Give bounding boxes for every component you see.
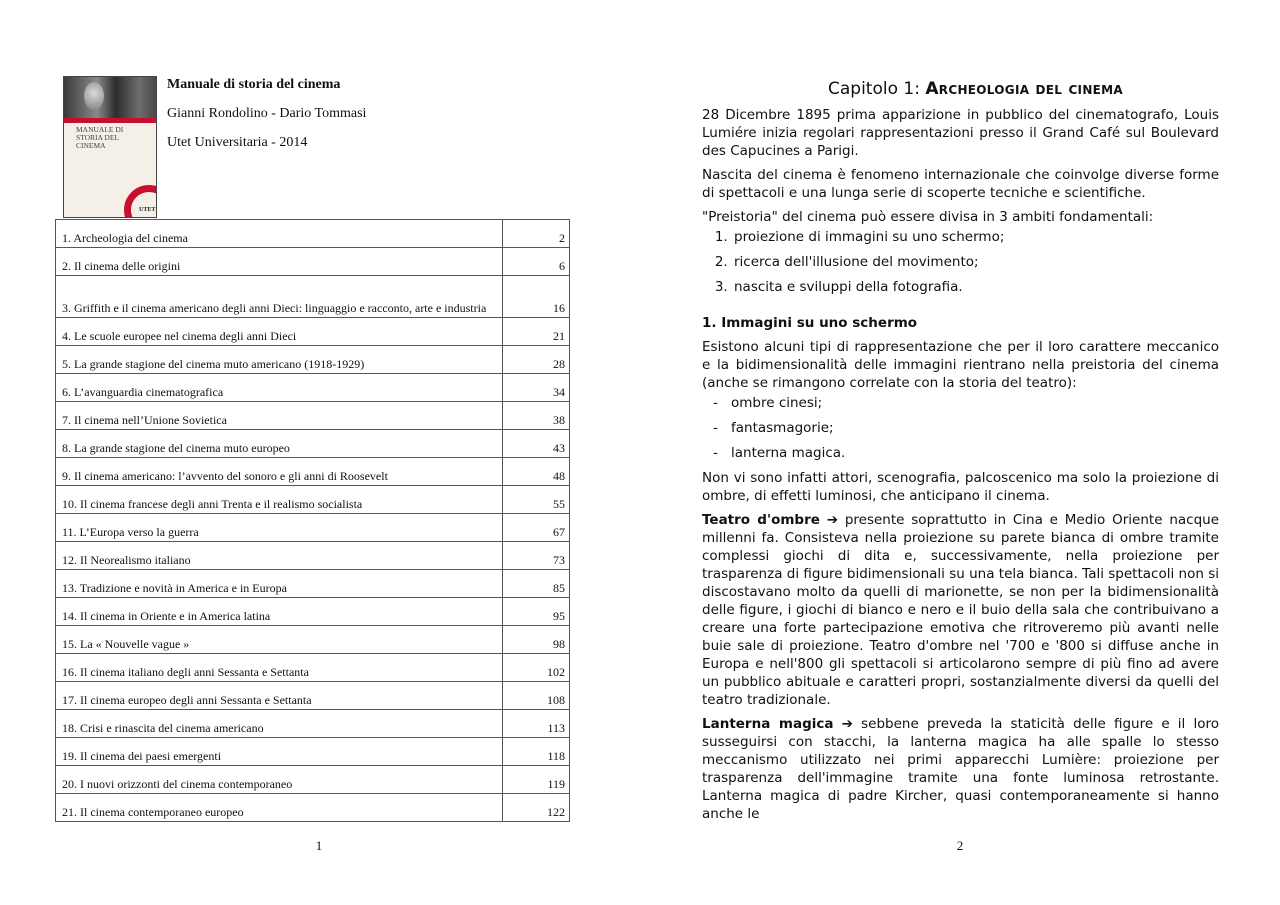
toc-chapter-text: 20. I nuovi orizzonti del cinema contemporaneo [62, 777, 293, 791]
right-page [640, 0, 1280, 905]
chapter-title [702, 78, 1219, 100]
toc-page-number: 102 [503, 654, 570, 682]
toc-chapter-title [56, 276, 503, 318]
toc-chapter-text: 18. Crisi e rinascita del cinema americano [62, 721, 264, 735]
toc-chapter-text: 6. L’avanguardia cinematografica [62, 385, 224, 399]
toc-row [56, 598, 570, 626]
toc-chapter-title [56, 710, 503, 738]
toc-chapter-text: 4. Le scuole europee nel cinema degli anni Dieci [62, 329, 297, 343]
forme-list [702, 394, 1219, 462]
toc-page-number: 119 [503, 766, 570, 794]
book-info [167, 76, 366, 163]
list-item: 1. proiezione di immagini su uno schermo; [732, 228, 1219, 246]
list-item-text: ombre cinesi; [731, 395, 823, 411]
cover-face [84, 82, 104, 110]
toc-row [56, 626, 570, 654]
toc-chapter-text: 10. Il cinema francese degli anni Trenta e il realismo socialista [62, 497, 363, 511]
paragraph-attori: Non vi sono infatti attori, scenografia, palcoscenico ma solo la proiezione di ombre, di effetti luminosi, che anticipano il cinema. [702, 470, 1219, 504]
toc-chapter-title [56, 542, 503, 570]
cover-title: MANUALE DI STORIA DEL CINEMA [76, 125, 124, 150]
list-item-text: lanterna magica. [731, 445, 846, 461]
toc-chapter-title [56, 738, 503, 766]
toc-row [56, 486, 570, 514]
toc-chapter-text: 17. Il cinema europeo degli anni Sessanta e Settanta [62, 693, 312, 707]
toc-chapter-title [56, 514, 503, 542]
book-publisher: Utet Universitaria - 2014 [167, 135, 308, 150]
ambiti-list [702, 228, 1219, 296]
toc-page-number: 118 [503, 738, 570, 766]
toc-chapter-title [56, 318, 503, 346]
paragraph-nascita: Nascita del cinema è fenomeno internazionale che coinvolge diverse forme di spettacoli e una lunga serie di scoperte tecniche e scientifiche. [702, 167, 1219, 201]
toc-chapter-title [56, 654, 503, 682]
toc-chapter-title [56, 794, 503, 822]
toc-chapter-text: 11. L’Europa verso la guerra [62, 525, 199, 539]
paragraph-lanterna-magica [702, 715, 1219, 823]
book-title: Manuale di storia del cinema [167, 77, 341, 92]
cover-logo: UTET [139, 207, 156, 213]
toc-chapter-text: 15. La « Nouvelle vague » [62, 637, 190, 651]
paragraph-preistoria: "Preistoria" del cinema può essere divisa in 3 ambiti fondamentali: [702, 209, 1154, 225]
toc-row [56, 766, 570, 794]
chapter-name: Archeologia del cinema [925, 79, 1123, 99]
page-number-right: 2 [956, 838, 964, 853]
toc-chapter-text: 9. Il cinema americano: l’avvento del sonoro e gli anni di Roosevelt [62, 469, 388, 483]
toc-chapter-text: 21. Il cinema contemporaneo europeo [62, 805, 244, 819]
toc-chapter-title [56, 248, 503, 276]
toc-page-number: 16 [503, 276, 570, 318]
toc-chapter-title [56, 458, 503, 486]
toc-row [56, 458, 570, 486]
toc-row [56, 220, 570, 248]
list-item: 3. nascita e sviluppi della fotografia. [732, 278, 1219, 296]
toc-chapter-text: 19. Il cinema dei paesi emergenti [62, 749, 222, 763]
paragraph-lumiere: 28 Dicembre 1895 prima apparizione in pubblico del cinematografo, Louis Lumiére inizia regolari rappresentazioni presso il Grand Café sul Boulevard des Capucines a Parigi. [702, 107, 1219, 159]
paragraph-rappresentazione: Esistono alcuni tipi di rappresentazione che per il loro carattere meccanico e la bidimensionalità delle immagini rientrano nella preistoria del cinema (anche se rimangono correlate con la storia del teatro): [702, 339, 1219, 391]
section-heading: 1. Immagini su uno schermo [702, 315, 918, 331]
arrow-icon: ➔ [841, 716, 853, 732]
toc-chapter-title [56, 766, 503, 794]
toc-chapter-text: 12. Il Neorealismo italiano [62, 553, 191, 567]
chapter-prefix: Capitolo 1: [827, 79, 920, 99]
toc-page-number: 43 [503, 430, 570, 458]
toc-row [56, 542, 570, 570]
cover-photo [64, 77, 157, 118]
toc-chapter-text: 1. Archeologia del cinema [62, 231, 188, 245]
term-teatro-ombre: Teatro d'ombre [702, 512, 820, 528]
toc-page-number: 55 [503, 486, 570, 514]
toc-chapter-text: 5. La grande stagione del cinema muto americano (1918-1929) [62, 357, 365, 371]
toc-row [56, 654, 570, 682]
book-authors: Gianni Rondolino - Dario Tommasi [167, 106, 367, 121]
toc-chapter-text: 13. Tradizione e novità in America e in Europa [62, 581, 287, 595]
lanterna-magica-text: sebbene preveda la staticità delle figure e il loro susseguirsi con stacchi, la lanterna magica ha alle spalle lo stesso meccanismo utilizzato nei primi apparecchi Lumière: proiezione per trasparenza dell'immagine tramite una fonte luminosa retrostante. Lanterna magica di padre Kircher, quasi contemporaneamente si hanno anche le [702, 716, 1219, 822]
toc-chapter-title [56, 486, 503, 514]
toc-row [56, 402, 570, 430]
list-dash: - [713, 420, 718, 436]
list-item [713, 444, 1219, 462]
toc-row [56, 276, 570, 318]
list-dash: - [713, 395, 718, 411]
toc-chapter-title [56, 626, 503, 654]
toc-page-number: 73 [503, 542, 570, 570]
toc-row [56, 430, 570, 458]
toc-row [56, 794, 570, 822]
toc-chapter-text: 14. Il cinema in Oriente e in America latina [62, 609, 271, 623]
toc-chapter-text: 3. Griffith e il cinema americano degli anni Dieci: linguaggio e racconto, arte e industria [62, 301, 487, 315]
toc-chapter-title [56, 346, 503, 374]
table-of-contents [55, 219, 570, 822]
toc-page-number: 95 [503, 598, 570, 626]
list-dash: - [713, 445, 718, 461]
list-item [713, 394, 1219, 412]
toc-page-number: 108 [503, 682, 570, 710]
toc-page-number: 2 [503, 220, 570, 248]
toc-page-number: 85 [503, 570, 570, 598]
toc-chapter-title [56, 402, 503, 430]
toc-row [56, 710, 570, 738]
toc-row [56, 346, 570, 374]
list-item: 2. ricerca dell'illusione del movimento; [732, 253, 1219, 271]
list-item [713, 419, 1219, 437]
toc-page-number: 6 [503, 248, 570, 276]
cover-red-band [64, 118, 157, 123]
toc-row [56, 374, 570, 402]
arrow-icon: ➔ [826, 512, 839, 528]
toc-row [56, 248, 570, 276]
paragraph-teatro-ombre [702, 511, 1219, 709]
book-cover-image [63, 76, 157, 218]
toc-page-number: 48 [503, 458, 570, 486]
toc-chapter-text: 7. Il cinema nell’Unione Sovietica [62, 413, 227, 427]
toc-chapter-text: 2. Il cinema delle origini [62, 259, 181, 273]
page-number-left: 1 [315, 838, 323, 853]
toc-page-number: 21 [503, 318, 570, 346]
toc-row [56, 682, 570, 710]
toc-chapter-text: 8. La grande stagione del cinema muto europeo [62, 441, 290, 455]
toc-page-number: 28 [503, 346, 570, 374]
toc-chapter-title [56, 682, 503, 710]
toc-chapter-title [56, 570, 503, 598]
toc-chapter-title [56, 598, 503, 626]
toc-chapter-text: 16. Il cinema italiano degli anni Sessanta e Settanta [62, 665, 309, 679]
toc-chapter-title [56, 374, 503, 402]
toc-chapter-title [56, 430, 503, 458]
toc-row [56, 514, 570, 542]
toc-page-number: 38 [503, 402, 570, 430]
toc-row [56, 318, 570, 346]
chapter-content [702, 78, 1219, 829]
toc-row [56, 738, 570, 766]
toc-page-number: 113 [503, 710, 570, 738]
toc-page-number: 67 [503, 514, 570, 542]
toc-page-number: 98 [503, 626, 570, 654]
toc-page-number: 122 [503, 794, 570, 822]
toc-row [56, 570, 570, 598]
term-lanterna-magica: Lanterna magica [702, 716, 834, 732]
list-item-text: fantasmagorie; [731, 420, 834, 436]
toc-chapter-title [56, 220, 503, 248]
teatro-ombre-text: presente soprattutto in Cina e Medio Oriente nacque millenni fa. Consisteva nella proiezione su parete bianca di ombre tramite complessi giochi di dita e, successivamente, nella proiezione per trasparenza di figure bidimensionali su una tela bianca. Tali spettacoli non si discostavano molto da quelli di marionette, se non per la bidimensionalità delle figure, i giochi di bianco e nero e il buio della sala che contribuivano a creare una forte partecipazione emotiva che ritroveremo più avanti nelle buie sale di proiezione. Teatro d'ombre nel '700 e '800 si diffuse anche in Europa e nell'800 gli spettacoli si articolarono sempre di più fino ad avere un pubblico abituale e caratteri propri, sostanzialmente diversi da quelli del teatro tradizionale. [702, 512, 1219, 708]
toc-page-number: 34 [503, 374, 570, 402]
